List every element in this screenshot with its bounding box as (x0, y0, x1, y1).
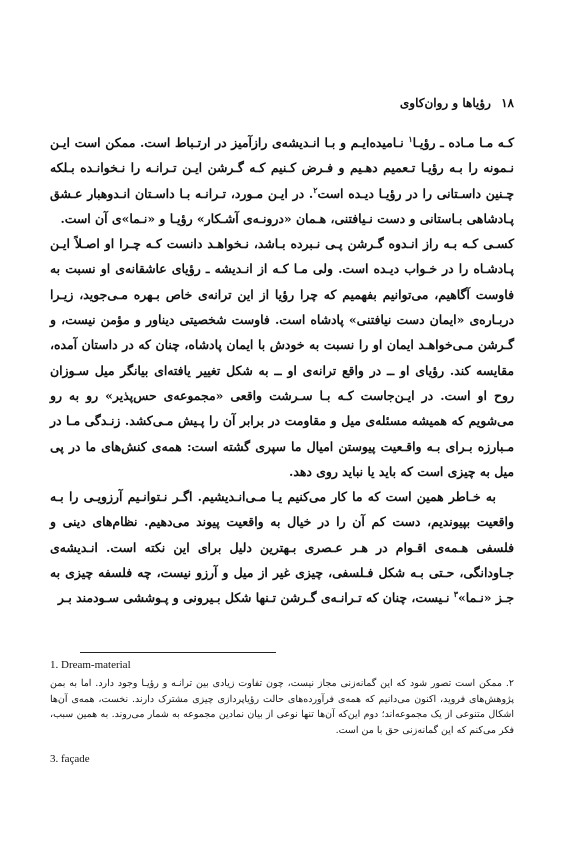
paragraph-1-text-c: . در ایـن مـورد، تـرانـه بـا داسـتان انـدوهبار عـشق پـادشاهی بـاستانی و دست نـیافتنی، هـمان «درونـه‌ی آشـکار» رؤیـا و «نـما»ی آن است. (50, 185, 514, 226)
paragraph-3-text-a: به خـاطر همین است که ما کار می‌کنیم یـا مـی‌انـدیشیم. اگـر نـتوانـیم آرزویـی را بـه واقعیت بپیوندیم، دست کم آن را در خیال به واقعیت پیوند می‌دهیم. نظام‌های دینی و فلسفی هـمه‌ی اقـوام در هـر عـصری بـهترین دلیل برای این نکته است. انـدیشه‌ی جـاودانگی، حـتی بـه شکل فـلسفی، چیزی غیر از میل و آرزو نیست، چه فلسفه چیزی به جـز «نـما» (50, 489, 514, 606)
paragraph-3-text-b: نـیست، چنان که تـرانـه‌ی گـرشن تـنها شکل بـیرونی و پـوششی سـودمند بـر (57, 590, 454, 606)
footnote-1: 1. Dream-material (50, 659, 131, 671)
paragraph-2-text: کسـی کـه بـه راز انـدوه گـرشن پـی نـبرده بـاشد، نـخواهـد دانست کـه چـرا او اصـلاً ایـن پـادشـاه را در خـواب دیـده است. ولی مـا کـه از انـدیشه ـ رؤیای عاشقانه‌ی او نسبت به فاوست آگاهیم، می‌توانیم بفهمیم که چرا رؤیا از این ترانه‌ی خاص بـهره مـی‌جوید، زیـرا دربـاره‌ی «ایمان دست نیافتنی» پادشاه است. فاوست شخصیتی دیناور و مؤمن نیست، و گـرشن مـی‌خواهـد ایمان او را نسبت به خودش با ایمان پادشاه، چنان که در داستان آمده، مقایسه کند. رؤیای او ــ در واقع ترانه‌ی او ــ به شکل تغییر یافته‌ای بیانگر میل سـوزان روح او است. در ایـن‌جاست کـه بـا سـرشت واقعی «مجموعه‌ی حس‌پذیر» رو به رو می‌شویم که همیشه مسئله‌ی میل و مقاومت در برابر آن را پـیش مـی‌کشد. زنـدگی مـا در مـبارزه بـرای بـه واقـعیت پیوستن امیال ما سپری گشته است: همه‌ی کنش‌های ما در پی میل به چیزی است که باید یا نباید روی دهد. (50, 236, 514, 479)
footnote-ref-3: ۳ (453, 589, 459, 600)
footnote-divider (80, 652, 276, 653)
running-title: رؤیاها و روان‌کاوی (399, 96, 491, 110)
paragraph-1 (50, 130, 514, 231)
paragraph-1-text-b: نـامیده‌ایـم و بـا انـدیشه‌ی رازآمیز در ارتـباط است. ممکن است ایـن نـمونه را بـه رؤیـا تـعمیم دهـیم و فـرض کـنیم کـه گـرشن ایـن تـرانـه را نـخوانـده بـلکه چـنین داسـتانی را در رؤیـا دیـده است (50, 135, 514, 201)
footnote-2: ۲. ممکن است تصور شود که این گمانه‌زنی مجاز نیست، چون تفاوت زیادی بین ترانـه و رؤیـا وجود دارد. اما به بمن پژوهش‌های فروید، اکنون می‌دانیم که همه‌ی فرآورده‌های حالت رؤیاپردازی چیزی مشترک دارند. نخست، همه‌ی آن‌ها اشکال متنوعی از یک مجموعه‌اند؛ دوم این‌که آن‌ها تنها نوعی از بیان نمادین مجموعه به شمار می‌روند. به همین سبب، فکر می‌کنم که این گمانه‌زنی حق با من است. (50, 678, 514, 736)
footnote-ref-1: ۱ (408, 133, 413, 144)
page-number: ۱۸ (501, 96, 514, 110)
main-text (50, 130, 514, 611)
footnote-ref-2: ۲ (313, 184, 318, 195)
paragraph-2 (50, 231, 514, 484)
footnote-3: 3. façade (50, 753, 90, 765)
paragraph-1-text-a: کـه مـا مـاده ـ رؤیـا (412, 135, 514, 150)
paragraph-3 (50, 484, 514, 610)
running-header (50, 96, 514, 110)
